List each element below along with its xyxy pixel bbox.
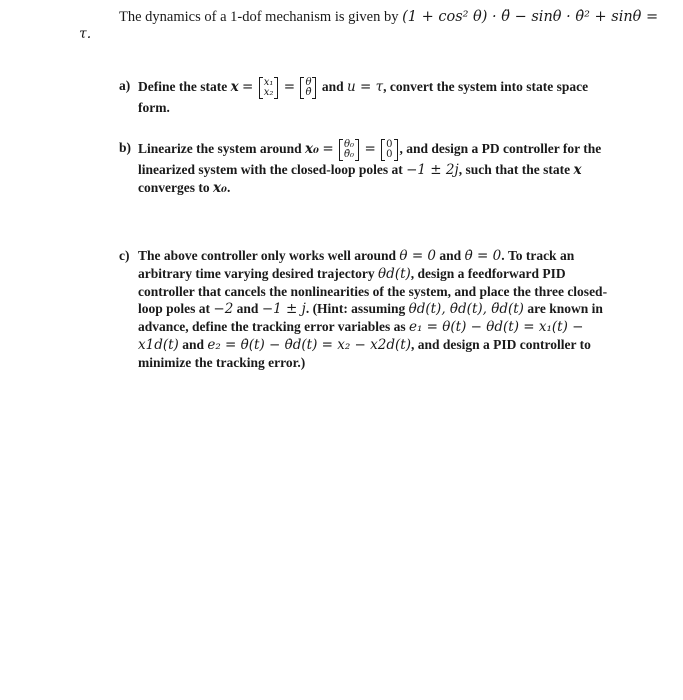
part-c-text-4: , design a feedforward PID controller that cancels the nonlinearities of the system, and place the three closed-loop poles at: [138, 266, 608, 316]
equals-sign: =: [364, 141, 376, 158]
math-expr: θd(t): [378, 266, 411, 282]
problem-statement: [119, 9, 658, 26]
matrix-entry: θ̇: [305, 87, 312, 98]
part-a-label: a): [119, 78, 131, 93]
matrix-entry: 0: [386, 139, 393, 150]
part-c-text-1: The above controller only works well around: [138, 248, 397, 263]
intro-text: The dynamics of a 1-dof mechanism is given by: [119, 9, 399, 25]
part-b-text-3: , such that the state: [458, 162, 571, 177]
part-a: [119, 77, 619, 116]
theta-vector-matrix: [300, 77, 316, 99]
part-c: [119, 247, 619, 371]
part-c-text-3: . To track an arbitrary time varying desired trajectory: [138, 248, 575, 281]
part-a-text-1: Define the state: [138, 79, 228, 95]
state-vector-matrix: [259, 77, 279, 99]
dynamics-equation: (1 + cos² θ) · θ̈ − sinθ · θ̇² + sinθ =: [402, 9, 659, 25]
part-c-label: c): [119, 248, 130, 263]
state-symbol: x: [573, 162, 582, 178]
equals-sign: =: [283, 79, 296, 96]
math-expr: θd(t), θ̇d(t), θ̈d(t): [408, 301, 524, 317]
matrix-entry: x₁: [263, 77, 274, 88]
matrix-entry: θ₀: [344, 139, 355, 150]
matrix-entry: x₂: [263, 87, 274, 98]
part-a-text-3: , convert the system into state space form.: [138, 79, 589, 115]
part-c-text-6: . (Hint: assuming: [305, 301, 406, 316]
zero-vector-matrix: [381, 139, 397, 161]
part-b-text-2: , and design a PD controller for the linearized system with the closed-loop poles at: [138, 141, 602, 177]
equilibrium-matrix: [339, 139, 359, 161]
part-b-text-4: converges to: [138, 180, 210, 195]
part-a-text: [138, 77, 619, 116]
equals-sign: =: [242, 79, 254, 96]
pole-locations: −1 ± 2j: [406, 162, 459, 178]
equilibrium-symbol: x₀: [305, 141, 319, 158]
part-a-text-2: and: [321, 79, 344, 95]
math-expr: −2: [213, 301, 234, 317]
part-c-text-5: and: [236, 301, 259, 316]
part-c-text-7: are known in advance, define the tracking error variables as: [138, 301, 603, 334]
math-expr: e₁ = θ(t) − θd(t) = x₁(t) − x1d(t): [138, 319, 584, 353]
equilibrium-symbol: x₀: [212, 180, 227, 196]
matrix-entry: θ̇₀: [344, 149, 355, 160]
math-expr: θ̇ = 0: [464, 248, 502, 264]
part-c-text: [138, 247, 619, 371]
part-b: [119, 139, 619, 197]
part-b-text-5: .: [226, 180, 231, 195]
part-b-text-1: Linearize the system around: [138, 141, 302, 157]
input-definition: u = τ: [347, 79, 384, 96]
part-c-text-8: and: [182, 337, 204, 352]
part-c-text-2: and: [439, 248, 462, 263]
matrix-entry: θ: [305, 77, 312, 88]
math-expr: e₂ = θ̇(t) − θ̇d(t) = x₂ − x2d(t): [207, 337, 411, 353]
part-b-text: [138, 139, 619, 197]
math-expr: θ = 0: [399, 248, 437, 264]
equals-sign: =: [322, 141, 334, 158]
problem-marker: τ.: [79, 26, 92, 42]
math-expr: −1 ± j: [261, 301, 306, 317]
part-b-label: b): [119, 140, 132, 155]
matrix-entry: 0: [386, 149, 393, 160]
state-symbol: x: [230, 79, 239, 96]
part-c-text-9: , and design a PID controller to minimize the tracking error.): [138, 337, 591, 370]
